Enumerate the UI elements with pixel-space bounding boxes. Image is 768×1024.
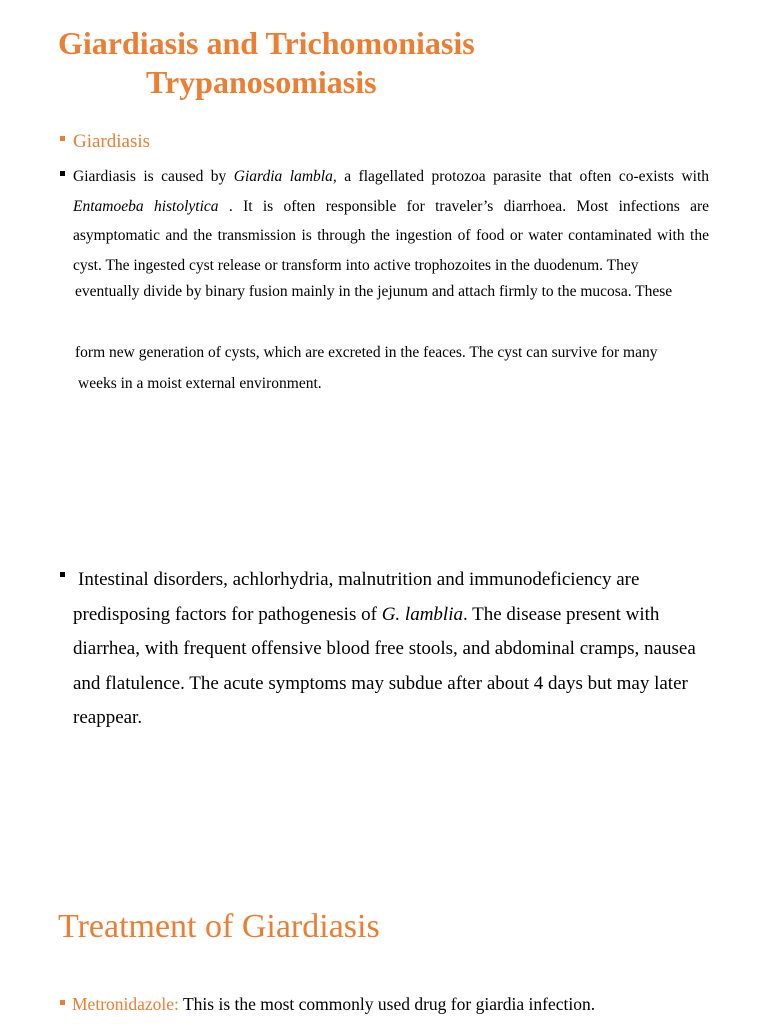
section-heading-treatment: Treatment of Giardiasis	[58, 908, 380, 945]
italic-term: G. lamblia	[381, 603, 463, 625]
title-line-1: Giardiasis and Trichomoniasis	[58, 25, 475, 61]
italic-term: Giardia lambla	[233, 168, 333, 185]
text-span: . The disease present with diarrhea, with frequent offensive blood free stools, and abdominal cramps, nausea and flatulence. The acute symptoms may subdue after about 4 days but may later reappear.	[73, 603, 696, 728]
drug-description: This is the most commonly used drug for giardia infection.	[178, 994, 596, 1014]
paragraph-pathogenesis	[73, 563, 713, 736]
text-span: , a flagellated protozoa parasite that often co-exists with	[332, 168, 710, 185]
bullet-marker	[60, 171, 65, 176]
page-title	[58, 24, 738, 102]
drug-label: Metronidazole:	[72, 994, 179, 1014]
text-span: Intestinal disorders, achlorhydria, malnutrition and immunodeficiency are predisposing factors for pathogenesis of	[73, 569, 640, 625]
text-span: . It is often responsible for traveler’s diarrhoea. Most infections are asymptomatic and the transmission is through the ingestion of food or water contaminated with the cyst. The ingested cyst release or transform into active trophozoites in the duodenum. They	[73, 197, 709, 274]
section-heading-giardiasis: Giardiasis	[73, 131, 151, 152]
bullet-marker	[60, 1000, 65, 1005]
bullet-marker	[60, 572, 65, 577]
italic-term: Entamoeba histolytica	[73, 197, 219, 215]
paragraph-line: form new generation of cysts, which are excreted in the feaces. The cyst can survive for many	[75, 344, 658, 361]
text-span: Giardiasis is caused by	[73, 168, 234, 185]
paragraph-line: weeks in a moist external environment.	[78, 375, 322, 392]
treatment-item	[72, 994, 595, 1015]
bullet-marker	[60, 136, 65, 141]
paragraph-line: eventually divide by binary fusion mainly in the jejunum and attach firmly to the mucosa. These	[75, 283, 673, 300]
paragraph-cause	[73, 162, 709, 280]
title-line-2: Trypanosomiasis	[146, 64, 377, 100]
